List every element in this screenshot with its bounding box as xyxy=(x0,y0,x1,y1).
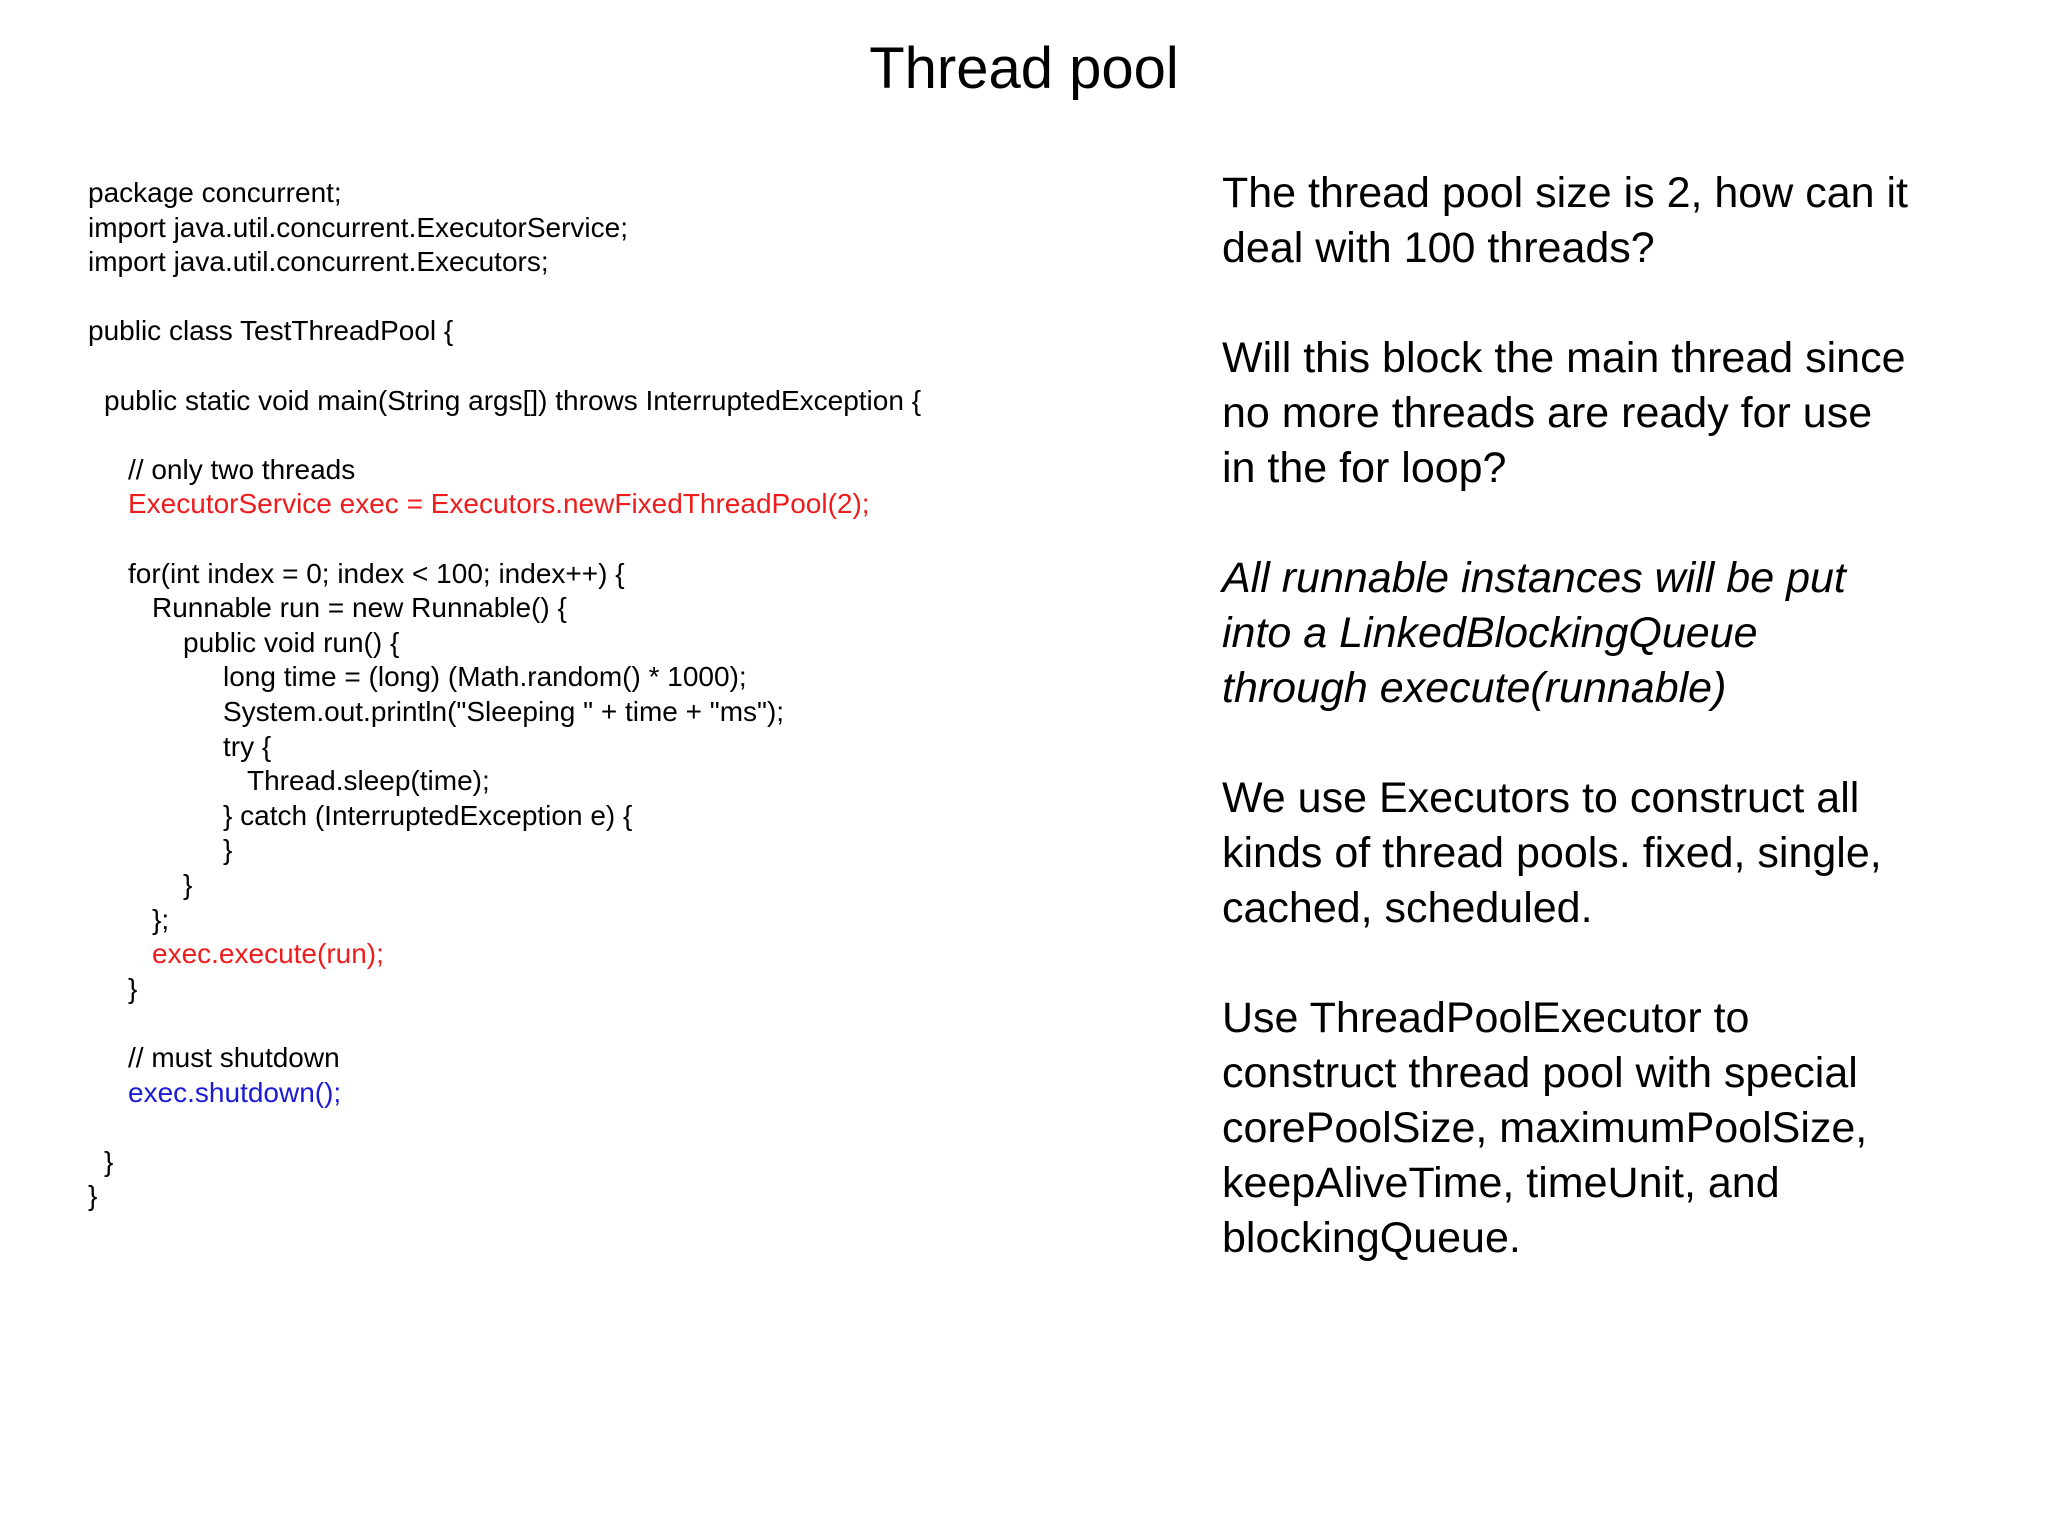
code-line: import java.util.concurrent.ExecutorService; xyxy=(88,211,628,243)
code-line: try { xyxy=(223,730,272,762)
code-line: } xyxy=(88,1180,98,1212)
code-line: } xyxy=(104,1145,114,1177)
code-line: } xyxy=(128,972,138,1004)
code-line: exec.execute(run); xyxy=(152,938,384,970)
code-line: public class TestThreadPool { xyxy=(88,315,454,347)
note-paragraph xyxy=(1222,331,2022,496)
code-line: public void run() { xyxy=(183,626,400,658)
code-line: exec.shutdown(); xyxy=(128,1076,342,1108)
code-line: package concurrent; xyxy=(88,177,342,208)
note-line: keepAliveTime, timeUnit, and xyxy=(1222,1159,1780,1207)
code-line: }; xyxy=(152,903,170,935)
note-paragraph xyxy=(1222,166,2022,276)
code-line: for(int index = 0; index < 100; index++) { xyxy=(128,557,625,589)
note-paragraph xyxy=(1222,771,2022,936)
code-line: import java.util.concurrent.Executors; xyxy=(88,246,549,278)
code-line: long time = (long) (Math.random() * 1000); xyxy=(223,661,747,693)
note-line: Use ThreadPoolExecutor to xyxy=(1222,994,1750,1042)
code-line: } xyxy=(183,869,193,900)
code-line: } xyxy=(223,834,233,866)
note-paragraph xyxy=(1222,991,2022,1266)
note-line: The thread pool size is 2, how can it xyxy=(1222,169,1908,217)
note-paragraph xyxy=(1222,551,2022,716)
code-line: // only two threads xyxy=(128,453,356,485)
slide-title: Thread pool xyxy=(869,36,1179,101)
notes-panel xyxy=(1222,166,2022,1321)
note-line: in the for loop? xyxy=(1222,444,1507,492)
note-line: corePoolSize, maximumPoolSize, xyxy=(1222,1104,1868,1152)
note-line: deal with 100 threads? xyxy=(1222,224,1655,272)
code-line: Runnable run = new Runnable() { xyxy=(152,592,567,624)
code-line: // must shutdown xyxy=(128,1042,340,1073)
note-line: through execute(runnable) xyxy=(1222,664,1727,712)
note-line: kinds of thread pools. fixed, single, xyxy=(1222,829,1882,877)
note-line: We use Executors to construct all xyxy=(1222,774,1860,822)
code-line: Thread.sleep(time); xyxy=(247,765,490,797)
note-line: construct thread pool with special xyxy=(1222,1049,1858,1097)
code-line: System.out.println("Sleeping " + time + "ms"); xyxy=(223,696,785,727)
note-line: cached, scheduled. xyxy=(1222,884,1593,932)
note-line: no more threads are ready for use xyxy=(1222,389,1873,437)
note-line: Will this block the main thread since xyxy=(1222,334,1906,382)
note-line: All runnable instances will be put xyxy=(1222,554,1846,602)
code-line: ExecutorService exec = Executors.newFixedThreadPool(2); xyxy=(128,488,870,520)
code-line: } catch (InterruptedException e) { xyxy=(223,799,633,831)
code-line: public static void main(String args[]) throws InterruptedException { xyxy=(104,384,922,416)
note-line: blockingQueue. xyxy=(1222,1214,1521,1262)
note-line: into a LinkedBlockingQueue xyxy=(1222,609,1758,657)
